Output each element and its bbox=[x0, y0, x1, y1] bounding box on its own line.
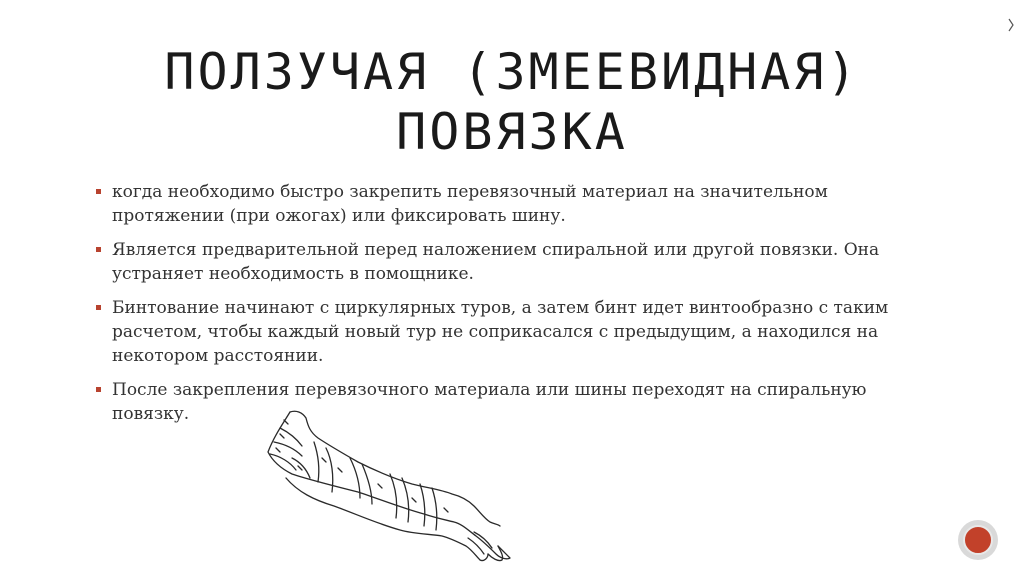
square-bullet-icon bbox=[96, 189, 101, 194]
next-slide-button[interactable] bbox=[958, 520, 998, 560]
square-bullet-icon bbox=[96, 247, 101, 252]
list-item bbox=[112, 238, 932, 286]
square-bullet-icon bbox=[96, 387, 101, 392]
title-line-2: ПОВЯЗКА bbox=[396, 103, 628, 161]
bullet-text: Бинтование начинают с циркулярных туров, а затем бинт идет винтообразно с таким расчетом, чтобы каждый новый тур не соприкасался с предыдущим, а находился на некотором расстоянии. bbox=[112, 298, 889, 366]
bullet-text: когда необходимо быстро закрепить перевязочный материал на значительном протяжении (при ожогах) или фиксировать шину. bbox=[112, 182, 828, 226]
bullet-text: После закрепления перевязочного материала или шины переходят на спиральную повязку. bbox=[112, 380, 867, 424]
list-item bbox=[112, 378, 932, 426]
bullet-text: Является предварительной перед наложением спиральной или другой повязки. Она устраняет необходимость в помощнике. bbox=[112, 240, 880, 284]
title-line-1: ПОЛЗУЧАЯ (ЗМЕЕВИДНАЯ) bbox=[164, 43, 860, 101]
bullet-list bbox=[112, 180, 932, 436]
square-bullet-icon bbox=[96, 305, 101, 310]
page-title bbox=[0, 42, 1024, 162]
chevron-marker-icon bbox=[1008, 18, 1014, 32]
circle-button-icon bbox=[963, 525, 993, 555]
list-item bbox=[112, 180, 932, 228]
bandaged-arm-illustration bbox=[262, 408, 514, 568]
list-item bbox=[112, 296, 932, 368]
